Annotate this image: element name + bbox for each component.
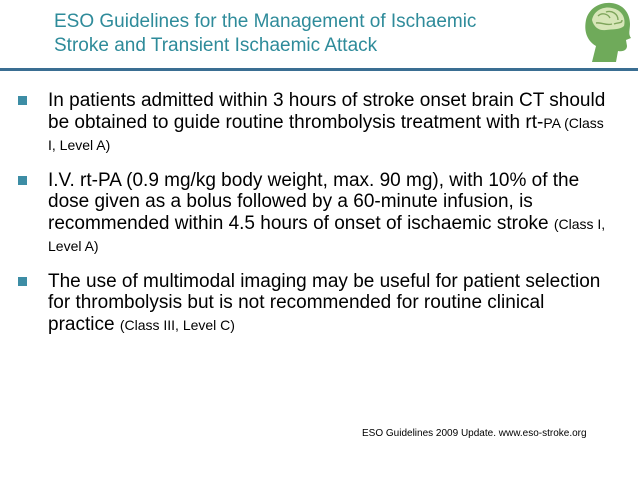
slide-title <box>54 10 554 58</box>
bullet-note: PA (Class I, Level A) <box>48 114 604 153</box>
bullet-item <box>14 90 614 157</box>
square-bullet-icon <box>18 176 27 185</box>
bullet-item <box>14 170 614 258</box>
bullet-list <box>14 90 614 349</box>
bullet-note: (Class I, Level A) <box>48 215 606 254</box>
square-bullet-icon <box>18 96 27 105</box>
human-head-brain-icon <box>578 0 634 66</box>
bullet-item <box>14 271 614 337</box>
title-line-1: ESO Guidelines for the Management of Ischaemic <box>54 11 477 32</box>
title-divider <box>0 68 638 71</box>
bullet-text: I.V. rt-PA (0.9 mg/kg body weight, max. 90 mg), with 10% of the dose given as a bolus followed by a 60-minute infusion, is recommended within 4.5 hours of onset of ischaemic stroke <box>48 169 580 234</box>
source-citation: ESO Guidelines 2009 Update. www.eso-stroke.org <box>362 428 587 439</box>
title-line-2: Stroke and Transient Ischaemic Attack <box>54 35 378 56</box>
bullet-note: (Class III, Level C) <box>119 316 235 333</box>
square-bullet-icon <box>18 277 27 286</box>
bullet-text: The use of multimodal imaging may be useful for patient selection for thrombolysis but is not recommended for routine clinical practice <box>48 270 601 335</box>
bullet-text: In patients admitted within 3 hours of stroke onset brain CT should be obtained to guide routine thrombolysis treatment with rt- <box>48 90 606 133</box>
